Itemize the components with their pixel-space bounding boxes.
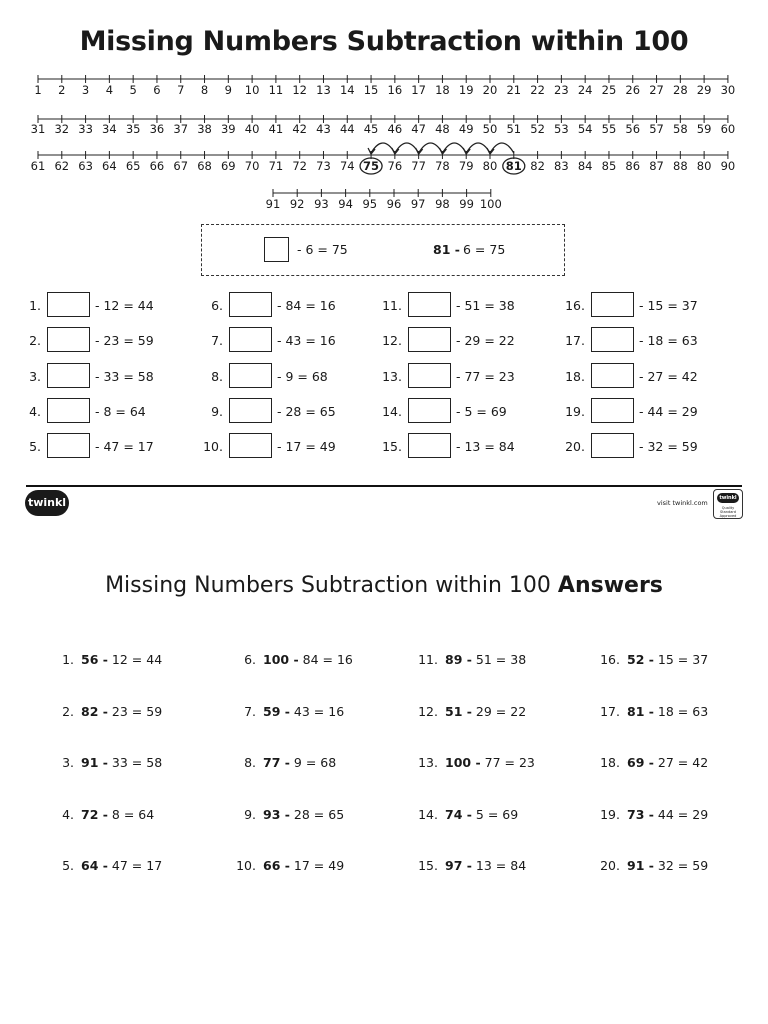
number-line-label: 78 [435,159,450,173]
number-line-label: 30 [720,83,736,97]
answer-value: 64 - [81,858,108,873]
question-equation: - 8 = 64 [95,404,146,419]
answer-equation [81,755,162,770]
answer-equation [627,755,708,770]
question-number: 1. [29,298,41,313]
answers-title [0,573,768,598]
question-number: 18. [565,369,585,384]
jump-arrow [442,143,466,153]
answer-input-box[interactable] [47,292,90,317]
number-line-label: 73 [316,159,331,173]
number-line-label: 33 [78,122,93,136]
number-line-label: 44 [339,122,355,136]
answer-number: 18. [600,755,620,770]
number-line-label: 9 [224,83,232,97]
number-line-label: 55 [601,122,617,136]
answer-equation [263,858,344,873]
answer-value: 89 - [445,652,472,667]
answer-value: 52 - [627,652,654,667]
question-equation: - 23 = 59 [95,333,154,348]
number-line-label: 24 [577,83,593,97]
answer-equation [627,807,708,822]
number-line-label: 38 [197,122,212,136]
badge-logo: twinkl [717,493,739,503]
answer-equation [445,858,526,873]
answer-rest: 43 = 16 [289,704,345,719]
answer-value: 93 - [263,807,290,822]
number-line-label: 96 [386,197,402,211]
number-line-label: 31 [30,122,46,136]
number-line-label: 94 [338,197,353,211]
quality-badge [713,489,743,519]
number-line-label: 75 [363,159,380,173]
example-answer-box[interactable] [264,237,289,262]
number-line-label: 85 [601,159,617,173]
number-line-label: 39 [220,122,236,136]
answer-rest: 27 = 42 [653,755,709,770]
question-equation: - 5 = 69 [456,404,507,419]
example-right-answer: 81 - [433,242,460,257]
answer-rest: 47 = 17 [107,858,163,873]
question-number: 16. [565,298,585,313]
number-line-label: 34 [102,122,117,136]
number-line-label: 16 [387,83,403,97]
answer-input-box[interactable] [408,292,451,317]
answer-equation [263,652,353,667]
number-line-label: 100 [479,197,502,211]
answer-rest: 9 = 68 [289,755,337,770]
number-line-label: 26 [625,83,641,97]
answer-value: 56 - [81,652,108,667]
footer-divider [26,485,742,487]
number-line-label: 50 [482,122,498,136]
answer-input-box[interactable] [408,433,451,458]
answer-number: 13. [418,755,438,770]
answer-value: 100 - [445,755,481,770]
number-line-label: 42 [292,122,307,136]
question-equation: - 32 = 59 [639,439,698,454]
answer-equation [263,807,344,822]
answer-value: 91 - [81,755,108,770]
number-line-label: 57 [649,122,664,136]
number-line-label: 72 [292,159,307,173]
number-line-label: 46 [387,122,403,136]
answer-rest: 17 = 49 [289,858,345,873]
number-line-label: 84 [577,159,593,173]
answer-number: 2. [62,704,74,719]
page-title: Missing Numbers Subtraction within 100 [79,26,689,57]
number-line-label: 64 [102,159,117,173]
number-line-label: 41 [268,122,284,136]
number-line-label: 58 [673,122,688,136]
answer-rest: 51 = 38 [471,652,527,667]
answer-rest: 84 = 16 [298,652,353,667]
answer-rest: 12 = 44 [107,652,163,667]
number-line-label: 53 [554,122,569,136]
number-line-label: 27 [649,83,664,97]
answer-rest: 32 = 59 [653,858,709,873]
number-line-label: 6 [153,83,161,97]
number-line-label: 11 [268,83,284,97]
answer-value: 51 - [445,704,472,719]
answer-equation [263,704,344,719]
answer-number: 7. [244,704,256,719]
number-line-label: 86 [625,159,641,173]
question-equation: - 12 = 44 [95,298,154,313]
answer-input-box[interactable] [47,433,90,458]
question-equation: - 44 = 29 [639,404,698,419]
number-lines [0,0,768,215]
number-line-label: 81 [505,159,522,173]
example-left-equation: - 6 = 75 [297,242,348,257]
number-line-label: 3 [81,83,90,97]
number-line-label: 91 [265,197,281,211]
number-line-label: 18 [435,83,450,97]
answer-input-box[interactable] [47,363,90,388]
number-line-label: 8 [200,83,209,97]
number-line-label: 25 [601,83,617,97]
question-equation: - 29 = 22 [456,333,515,348]
example-box [201,224,565,276]
answers-title-bold: Answers [557,573,663,598]
question-number: 7. [211,333,223,348]
number-line-label: 97 [410,197,426,211]
answer-rest: 33 = 58 [107,755,163,770]
number-line-label: 15 [363,83,379,97]
answer-input-box[interactable] [47,398,90,423]
number-line-label: 13 [316,83,331,97]
question-equation: - 47 = 17 [95,439,154,454]
number-line-label: 90 [720,159,736,173]
number-line-label: 17 [411,83,426,97]
number-line-label: 95 [362,197,378,211]
number-line-label: 52 [530,122,545,136]
number-line-label: 80 [696,159,712,173]
answer-number: 15. [418,858,438,873]
jump-arrow [490,143,514,153]
answer-equation [81,704,162,719]
question-number: 8. [211,369,223,384]
answer-rest: 77 = 23 [480,755,535,770]
question-equation: - 13 = 84 [456,439,515,454]
question-number: 3. [29,369,41,384]
question-number: 5. [29,439,41,454]
jump-arrow [419,143,443,153]
number-line-label: 59 [696,122,712,136]
number-line-label: 69 [220,159,236,173]
answer-rest: 13 = 84 [471,858,527,873]
number-line-label: 65 [125,159,141,173]
answer-number: 10. [236,858,256,873]
number-line-label: 66 [149,159,165,173]
answer-input-box[interactable] [591,327,634,352]
answer-value: 72 - [81,807,108,822]
example-right-equation: 6 = 75 [463,242,506,257]
jump-arrow [466,143,490,153]
number-line-label: 88 [673,159,688,173]
answer-number: 6. [244,652,256,667]
answer-value: 73 - [627,807,654,822]
answer-value: 81 - [627,704,654,719]
answer-input-box[interactable] [229,292,272,317]
number-line-label: 14 [339,83,355,97]
answer-input-box[interactable] [408,363,451,388]
answer-rest: 28 = 65 [289,807,345,822]
answer-input-box[interactable] [591,433,634,458]
question-number: 9. [211,404,223,419]
answer-number: 14. [418,807,438,822]
number-line-label: 48 [435,122,450,136]
question-equation: - 28 = 65 [277,404,336,419]
visit-link[interactable]: visit twinkl.com [657,499,708,507]
answer-number: 9. [244,807,256,822]
answer-equation [627,858,708,873]
number-line-label: 37 [173,122,189,136]
number-line-label: 80 [482,159,498,173]
number-line-label: 51 [506,122,522,136]
answer-input-box[interactable] [591,363,634,388]
answer-number: 8. [244,755,256,770]
number-line-label: 87 [649,159,664,173]
number-line-label: 61 [30,159,46,173]
number-line-label: 22 [530,83,545,97]
number-line-label: 4 [105,83,114,97]
question-equation: - 15 = 37 [639,298,698,313]
question-number: 17. [565,333,585,348]
number-line-label: 5 [129,83,137,97]
answers-title-main: Missing Numbers Subtraction within 100 [105,573,551,598]
answer-number: 16. [600,652,620,667]
answer-value: 91 - [627,858,654,873]
number-line-label: 1 [34,83,42,97]
answer-equation [445,704,526,719]
answer-rest: 29 = 22 [471,704,527,719]
number-line-label: 79 [458,159,474,173]
answer-input-box[interactable] [408,398,451,423]
number-line-label: 74 [339,159,355,173]
number-line-label: 70 [244,159,260,173]
answer-rest: 5 = 69 [471,807,519,822]
question-equation: - 84 = 16 [277,298,336,313]
number-line-label: 35 [125,122,141,136]
question-number: 10. [203,439,223,454]
answer-equation [81,807,154,822]
answer-value: 97 - [445,858,472,873]
number-line-label: 21 [506,83,522,97]
number-line-label: 92 [289,197,305,211]
answer-number: 19. [600,807,620,822]
answer-input-box[interactable] [408,327,451,352]
answer-number: 4. [62,807,74,822]
answer-equation [627,652,708,667]
answer-number: 11. [418,652,438,667]
number-line-label: 98 [435,197,450,211]
answer-rest: 44 = 29 [653,807,709,822]
question-equation: - 51 = 38 [456,298,515,313]
question-number: 6. [211,298,223,313]
badge-text: Quality Standard Approved [719,506,737,518]
answer-rest: 18 = 63 [653,704,709,719]
number-line-label: 20 [482,83,498,97]
question-number: 12. [382,333,402,348]
answer-number: 12. [418,704,438,719]
question-equation: - 27 = 42 [639,369,698,384]
answer-number: 1. [62,652,74,667]
number-line-label: 43 [316,122,331,136]
number-line-label: 68 [197,159,212,173]
answer-number: 20. [600,858,620,873]
answer-value: 82 - [81,704,108,719]
number-line-label: 82 [530,159,545,173]
number-line-label: 54 [577,122,593,136]
number-line-label: 47 [411,122,426,136]
number-line-label: 45 [363,122,379,136]
answer-rest: 15 = 37 [653,652,709,667]
number-line-label: 56 [625,122,641,136]
question-equation: - 33 = 58 [95,369,154,384]
answer-input-box[interactable] [47,327,90,352]
question-number: 14. [382,404,402,419]
number-line-label: 99 [459,197,474,211]
number-line-label: 76 [387,159,403,173]
jump-arrow [395,143,419,153]
number-line-label: 29 [696,83,712,97]
number-line-label: 40 [244,122,260,136]
question-number: 20. [565,439,585,454]
question-number: 13. [382,369,402,384]
answer-number: 17. [600,704,620,719]
answer-equation [445,807,518,822]
number-line-label: 10 [244,83,260,97]
number-line-label: 36 [149,122,165,136]
number-line-label: 19 [458,83,474,97]
answer-equation [81,858,162,873]
answer-value: 100 - [263,652,299,667]
question-equation: - 18 = 63 [639,333,698,348]
answer-value: 74 - [445,807,472,822]
number-line-label: 77 [411,159,426,173]
answer-input-box[interactable] [591,398,634,423]
number-line-label: 7 [177,83,185,97]
question-number: 4. [29,404,41,419]
number-line-label: 83 [554,159,569,173]
answer-equation [263,755,336,770]
question-number: 19. [565,404,585,419]
answer-value: 69 - [627,755,654,770]
answer-equation [445,652,526,667]
question-number: 11. [382,298,402,313]
answer-number: 3. [62,755,74,770]
number-line-label: 12 [292,83,307,97]
answer-value: 59 - [263,704,290,719]
number-line-label: 23 [554,83,569,97]
number-line-label: 71 [268,159,284,173]
answer-number: 5. [62,858,74,873]
number-line-label: 63 [78,159,93,173]
question-equation: - 43 = 16 [277,333,336,348]
answer-value: 66 - [263,858,290,873]
answer-equation [445,755,535,770]
jump-arrow [371,143,395,153]
answer-input-box[interactable] [229,327,272,352]
question-equation: - 9 = 68 [277,369,328,384]
twinkl-logo: twinkl [25,490,69,516]
answer-input-box[interactable] [229,433,272,458]
question-equation: - 77 = 23 [456,369,515,384]
number-line-label: 2 [58,83,66,97]
number-line-label: 49 [458,122,474,136]
answer-equation [627,704,708,719]
question-number: 2. [29,333,41,348]
answer-input-box[interactable] [229,398,272,423]
question-equation: - 17 = 49 [277,439,336,454]
number-line-label: 60 [720,122,736,136]
answer-equation [81,652,162,667]
number-line-label: 28 [673,83,688,97]
answer-rest: 8 = 64 [107,807,155,822]
number-line-label: 67 [173,159,189,173]
question-number: 15. [382,439,402,454]
number-line-label: 32 [54,122,70,136]
answer-input-box[interactable] [229,363,272,388]
answer-rest: 23 = 59 [107,704,163,719]
number-line-label: 62 [54,159,70,173]
answer-value: 77 - [263,755,290,770]
answer-input-box[interactable] [591,292,634,317]
number-line-label: 93 [314,197,329,211]
